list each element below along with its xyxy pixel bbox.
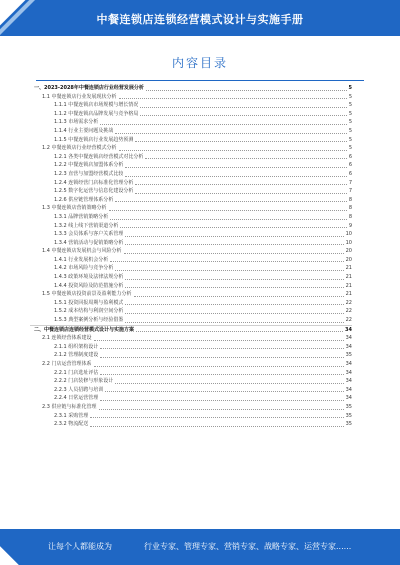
toc-entry[interactable] [30,256,352,265]
toc-leader-dots [125,322,343,323]
toc-entry[interactable] [30,196,352,205]
toc-entry-page-number: 35 [345,421,352,428]
toc-entry-page-number: 7 [348,188,352,195]
toc-entry-label: 1.2 中餐连锁店行业经营模式分析 [42,145,117,152]
toc-entry-label: 1.4.1 行业发展机会分析 [54,256,109,263]
toc-entry-label: 1.2.5 数字化运营与信息化建设分析 [54,188,134,195]
toc-entry[interactable] [30,377,352,386]
toc-entry-page-number: 7 [348,179,352,186]
toc-entry-page-number: 35 [345,352,352,359]
toc-entry-page-number: 34 [345,395,352,402]
toc-entry-page-number: 35 [345,412,352,419]
toc-entry-label: 1.2.3 直营与加盟经营模式比较 [54,170,124,177]
toc-entry-page-number: 34 [345,326,352,333]
toc-entry-page-number: 22 [345,317,352,324]
toc-entry-page-number: 5 [348,110,352,117]
toc-entry-page-number: 5 [348,136,352,143]
toc-leader-dots [119,150,347,151]
toc-entry-page-number: 22 [345,308,352,315]
toc-entry-label: 1.1.5 中餐连锁店行业发展趋势预测 [54,136,134,143]
toc-entry[interactable] [30,299,352,308]
toc-entry-label: 1.1.2 中餐连锁店品牌发展与竞争格局 [54,110,139,117]
toc-entry-label: 2.2 门店运营管理体系 [42,361,92,367]
toc-entry-label: 1.5.3 典型案例分析与经验借鉴 [54,317,124,324]
toc-entry[interactable] [30,118,352,127]
toc-leader-dots [125,244,343,245]
toc-leader-dots [105,391,343,392]
toc-leader-dots [125,176,346,177]
toc-entry-label: 1.1.1 中餐连锁店市场规模与增长情况 [54,102,139,109]
toc-entry-label: 1.1.3 市场需求分析 [54,119,99,126]
toc-leader-dots [135,193,346,194]
toc-entry[interactable] [30,170,352,179]
toc-entry-label: 1.4 中餐连锁店发展机会与风险分析 [42,248,122,255]
footer-slogan-left: 让每个人都能成为 [48,542,112,551]
toc-leader-dots [100,374,343,375]
toc-entry-label: 1.5.1 投资回报周期与盈利模式 [54,299,124,306]
toc-entry-page-number: 6 [348,170,352,177]
toc-entry[interactable] [30,412,352,421]
toc-entry-label: 1.5.2 成本结构与利润空间分析 [54,308,124,315]
toc-entry-page-number: 9 [348,222,352,229]
toc-entry-page-number: 10 [345,231,352,238]
toc-entry-page-number: 10 [345,239,352,246]
toc-entry[interactable] [30,273,352,282]
toc-leader-dots [134,296,344,297]
footer-slogan-right: 行业专家、管理专家、营销专家、战略专家、运营专家...... [144,542,352,551]
toc-entry-label: 2.2.3 人员招聘与培训 [54,386,104,393]
toc-entry-page-number: 34 [345,361,352,367]
toc-leader-dots [100,124,347,125]
toc-entry-label: 1.2.2 中餐连锁店加盟体系分析 [54,162,124,169]
toc-leader-dots [145,158,346,159]
toc-leader-dots [115,133,346,134]
toc-entry[interactable] [30,394,352,403]
toc-entry-label: 1.5 中餐连锁店投资前景及盈利能力分析 [42,291,132,298]
toc-entry[interactable] [30,334,352,343]
toc-entry-label: 2.3 供应链与标准化管理 [42,403,97,410]
toc-entry[interactable] [30,386,352,395]
toc-entry-label: 1.1 中餐连锁店行业发展现状分析 [42,93,117,100]
toc-leader-dots [125,304,343,305]
document-title: 中餐连锁店连锁经营模式设计与实施手册 [96,13,304,26]
toc-list [30,84,352,514]
toc-entry-page-number: 5 [348,127,352,134]
toc-entry-page-number: 21 [345,282,352,289]
footer-corner-decoration [0,529,30,565]
toc-entry[interactable] [30,343,352,352]
toc-leader-dots [109,210,347,211]
toc-heading: 内容目录 [171,56,228,70]
toc-entry[interactable] [30,110,352,119]
toc-entry-label: 1.3.4 营销活动与促销策略分析 [54,239,124,246]
toc-entry-page-number: 8 [348,196,352,203]
toc-entry-label: 2.3.2 物流配送 [54,421,89,428]
toc-leader-dots [124,253,344,254]
toc-leader-dots [100,400,343,401]
toc-entry-label: 1.4.2 市场风险与竞争分析 [54,265,114,272]
toc-leader-dots [115,383,343,384]
toc-entry-label: 2.2.4 日常运营管理 [54,395,99,402]
toc-leader-dots [110,219,347,220]
toc-entry-label: 1.3.3 会员体系与客户关系管理 [54,231,124,238]
toc-entry[interactable] [30,144,352,153]
toc-entry[interactable] [30,84,352,93]
toc-entry[interactable] [30,369,352,378]
toc-entry-page-number: 35 [345,403,352,410]
toc-leader-dots [90,426,343,427]
toc-entry[interactable] [30,187,352,196]
toc-entry[interactable] [30,247,352,256]
toc-leader-dots [140,115,346,116]
toc-entry[interactable] [30,239,352,248]
toc-entry-label: 2.1.2 管理制度建设 [54,352,99,359]
toc-entry-label: 2.3.1 采购管理 [54,412,89,419]
toc-entry-page-number: 22 [345,299,352,306]
toc-entry[interactable] [30,316,352,325]
toc-entry-label: 1.4.4 投资风险及防范措施分析 [54,282,124,289]
toc-entry[interactable] [30,290,352,299]
toc-leader-dots [119,98,347,99]
toc-entry-label: 1.3 中餐连锁店营销策略分析 [42,205,107,212]
toc-entry[interactable] [30,213,352,222]
toc-entry[interactable] [30,161,352,170]
toc-entry-label: 2.2.2 门店装修与形象设计 [54,378,114,385]
toc-entry[interactable] [30,325,352,335]
toc-entry-page-number: 5 [348,93,352,100]
toc-entry[interactable] [30,403,352,412]
toc-leader-dots [146,90,347,91]
toc-leader-dots [115,270,343,271]
toc-entry-label: 1.3.2 线上线下营销渠道分析 [54,222,119,229]
toc-entry-page-number: 8 [348,213,352,220]
toc-entry[interactable] [30,307,352,316]
toc-entry-label: 一、2023-2028年中餐连锁店行业经营发展分析 [34,85,144,91]
toc-leader-dots [99,409,344,410]
toc-leader-dots [100,348,343,349]
toc-entry[interactable] [30,351,352,360]
toc-entry-page-number: 5 [348,145,352,152]
toc-leader-dots [125,167,346,168]
toc-entry-page-number: 34 [345,343,352,350]
toc-entry-label: 1.2.1 各类中餐连锁店经营模式对比分析 [54,153,144,160]
toc-entry-page-number: 21 [345,265,352,272]
toc-entry-page-number: 5 [348,119,352,126]
page-header-band [0,0,400,36]
toc-leader-dots [125,313,343,314]
toc-entry-label: 2.1 连锁经营体系建设 [42,335,92,342]
toc-entry[interactable] [30,93,352,102]
toc-leader-dots [135,184,346,185]
toc-entry[interactable] [30,282,352,291]
toc-entry-page-number: 34 [345,378,352,385]
toc-entry[interactable] [30,222,352,231]
toc-leader-dots [125,236,343,237]
toc-entry-page-number: 34 [345,369,352,376]
toc-entry[interactable] [30,264,352,273]
toc-entry-page-number: 20 [345,256,352,263]
toc-entry[interactable] [30,360,352,369]
toc-leader-dots [94,366,344,367]
toc-entry-page-number: 34 [345,386,352,393]
page-footer-band [0,529,400,565]
toc-entry[interactable] [30,204,352,213]
toc-entry-page-number: 21 [345,274,352,281]
toc-leader-dots [125,287,343,288]
toc-leader-dots [136,331,343,332]
toc-entry-label: 二、中餐连锁店连锁经营模式设计与实施方案 [34,326,135,333]
toc-entry-label: 1.2.6 供应链管理体系分析 [54,196,114,203]
toc-entry-page-number: 5 [348,85,352,91]
toc-entry-label: 1.1.4 行业主要问题及挑战 [54,127,114,134]
toc-leader-dots [100,357,343,358]
toc-entry-label: 1.3.1 品牌营销策略分析 [54,213,109,220]
toc-entry-page-number: 6 [348,153,352,160]
toc-entry-label: 2.1.1 组织架构设计 [54,343,99,350]
toc-leader-dots [115,201,346,202]
toc-leader-dots [140,107,346,108]
toc-entry-label: 1.2.4 连锁经营门店标准化管理分析 [54,179,134,186]
toc-entry[interactable] [30,420,352,429]
toc-entry-label: 1.4.3 政策环境及法律法规分析 [54,274,124,281]
toc-entry-page-number: 34 [345,335,352,342]
toc-divider [36,80,364,81]
toc-leader-dots [120,227,346,228]
toc-entry-page-number: 5 [348,102,352,109]
toc-entry-label: 2.2.1 门店选址评估 [54,369,99,376]
toc-entry[interactable] [30,179,352,188]
toc-entry-page-number: 8 [348,205,352,212]
toc-leader-dots [90,417,343,418]
toc-leader-dots [135,141,346,142]
toc-entry[interactable] [30,136,352,145]
toc-entry-page-number: 6 [348,162,352,169]
toc-entry[interactable] [30,101,352,110]
toc-leader-dots [94,340,344,341]
toc-leader-dots [125,279,343,280]
toc-entry[interactable] [30,127,352,136]
toc-entry[interactable] [30,153,352,162]
toc-entry-page-number: 21 [345,291,352,298]
toc-leader-dots [110,261,343,262]
toc-entry-page-number: 20 [345,248,352,255]
toc-entry[interactable] [30,230,352,239]
